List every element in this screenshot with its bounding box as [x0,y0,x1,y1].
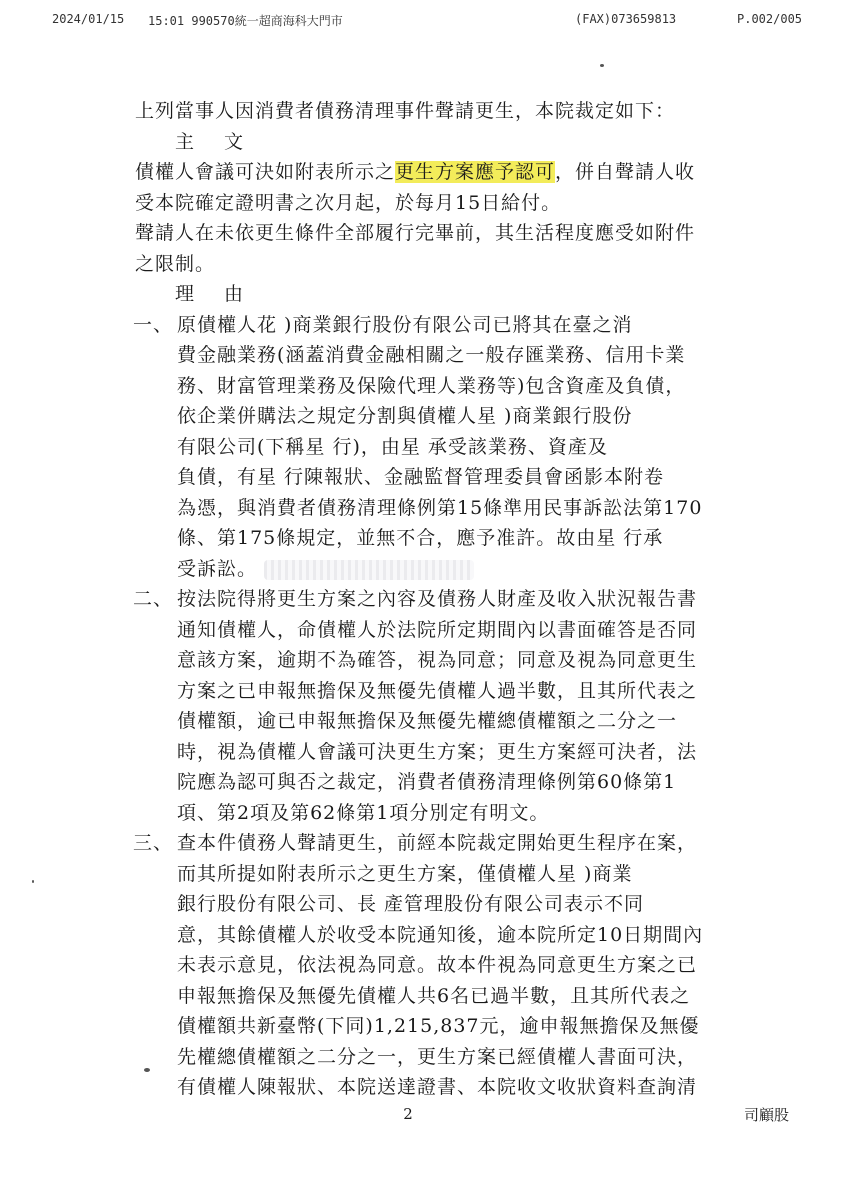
reason-item-3: 三、 查本件債務人聲請更生，前經本院裁定開始更生程序在案， 而其所提如附表所示之更生方案，僅債權人星 )商業 銀行股份有限公司、長 產管理股份有限公司表示不同 意，其餘債權人於收受本院通知後，逾本院所定10日期間內 未表示意見，依法視為同意。故本件視為同意更生方案之已 申報無擔保及無優先債權人共6名已過半數，且其所代表之 債權額共新臺幣(下同)1,215,837元，逾申報無擔保及無優 先權總債權額之二分之一，更生方案已經債權人書面可決， 有債權人陳報狀、本院送達證書、本院收文收狀資料查詢清 [135,828,747,1103]
item-line: 為憑，與消費者債務清理條例第15條準用民事訴訟法第170 [177,496,703,519]
redacted-stamp [264,560,474,580]
main-line-1 [135,157,747,188]
fax-date: 2024/01/15 [52,12,125,26]
intro-line: 上列當事人因消費者債務清理事件聲請更生，本院裁定如下： [135,100,676,122]
item-line [177,554,702,585]
page-number-text: 2 [403,1105,413,1123]
main-line-2: 受本院確定證明書之次月起，於每月15日給付。 [135,191,562,214]
item-line: 意該方案，逾期不為確答，視為同意；同意及視為同意更生 [177,649,698,671]
page-number [0,1105,848,1123]
item-line: 依企業併購法之規定分割與債權人星 )商業銀行股份 [177,405,633,427]
scan-speck [600,64,604,67]
main-line-4: 之限制。 [135,252,216,275]
item-line: 債權額共新臺幣(下同)1,215,837元，逾申報無擔保及無優 [177,1015,700,1037]
item-line: 申報無擔保及無優先債權人共6名已過半數，且其所代表之 [177,984,691,1007]
fax-sender: 15:01 990570統一超商海科大門市 [148,14,343,28]
item-line: 方案之已申報無擔保及無優先債權人過半數，且其所代表之 [177,679,698,702]
item-line: 未表示意見，依法視為同意。故本件視為同意更生方案之已 [177,954,698,976]
item-line: 費金融業務(涵蓋消費金融相關之一般存匯業務、信用卡業 [177,344,686,366]
scan-speck [32,880,34,883]
item-line: 有限公司(下稱星 行)，由星 承受該業務、資產及 [177,435,608,458]
item-line: 先權總債權額之二分之一，更生方案已經債權人書面可決， [177,1045,698,1068]
item-line-text: 受訴訟。 [177,557,258,580]
item-line: 時，視為債權人會議可決更生方案；更生方案經可決者，法 [177,740,698,763]
item-line: 銀行股份有限公司、長 產管理股份有限公司表示不同 [177,893,645,915]
item-line: 而其所提如附表所示之更生方案，僅債權人星 )商業 [177,862,633,885]
item-line: 意，其餘債權人於收受本院通知後，逾本院所定10日期間內 [177,923,704,946]
highlighted-ruling: 更生方案應予認可 [395,161,556,183]
department-label: 司顧股 [744,1106,790,1124]
fax-page: P.002/005 [737,12,803,26]
item-line: 債權額，逾已申報無擔保及無優先權總債權額之二分之一 [177,710,678,732]
item-line: 有債權人陳報狀、本院送達證書、本院收文收狀資料查詢清 [177,1076,698,1098]
item-line: 原債權人花 )商業銀行股份有限公司已將其在臺之消 [177,313,633,336]
item-line: 按法院得將更生方案之內容及債務人財產及收入狀況報告書 [177,588,698,610]
main-text [135,157,747,279]
item-line: 務、財富管理業務及保險代理人業務等)包含資產及負債， [177,374,686,397]
fax-header [0,12,848,32]
item-line: 負債，有星 行陳報狀、金融監督管理委員會函影本附卷 [177,466,665,488]
item-line: 查本件債務人聲請更生，前經本院裁定開始更生程序在案， [177,832,698,854]
reason-item-2: 二、 按法院得將更生方案之內容及債務人財產及收入狀況報告書 通知債權人，命債權人於法院所定期間內以書面確答是否同 意該方案，逾期不為確答，視為同意；同意及視為同意更生 方案之已申報無擔保及無優先債權人過半數，且其所代表之 債權額，逾已申報無擔保及無優先權總債權額之二分之一 時，視為債權人會議可決更生方案；更生方案經可決者，法 院應為認可與否之裁定，消費者債務清理條例第60條第1 項、第2項及第62條第1項分別定有明文。 [135,584,747,828]
main-line-1-before: 債權人會議可決如附表所示之 [135,161,396,183]
main-line-1-after: ，併自聲請人收 [555,161,696,183]
item-line: 通知債權人，命債權人於法院所定期間內以書面確答是否同 [177,618,698,641]
main-line-3: 聲請人在未依更生條件全部履行完畢前，其生活程度應受如附件 [135,222,696,244]
main-heading: 主 文 [175,130,256,153]
item-line: 條、第175條規定，並無不合，應予准許。故由星 行承 [177,527,664,549]
reason-heading: 理 由 [175,283,256,305]
reason-item-1: 一、 原債權人花 )商業銀行股份有限公司已將其在臺之消 費金融業務(涵蓋消費金融相關之一般存匯業務、信用卡業 務、財富管理業務及保險代理人業務等)包含資產及負債， 依企業併購法之規定分割與債權人星 )商業銀行股份 有限公司(下稱星 行)，由星 承受該業務、資產及 負債，有星 行陳報狀、金融監督管理委員會函影本附卷 為憑，與消費者債務清理條例第15條準用民事訴訟法第170 條、第175條規定，並無不合，應予准許。故由星 行承 受訴訟。 [135,310,747,585]
document-body [135,96,747,1103]
item-line: 項、第2項及第62條第1項分別定有明文。 [177,801,550,824]
item-line: 院應為認可與否之裁定，消費者債務清理條例第60條第1 [177,771,677,793]
fax-number: (FAX)073659813 [575,12,677,26]
